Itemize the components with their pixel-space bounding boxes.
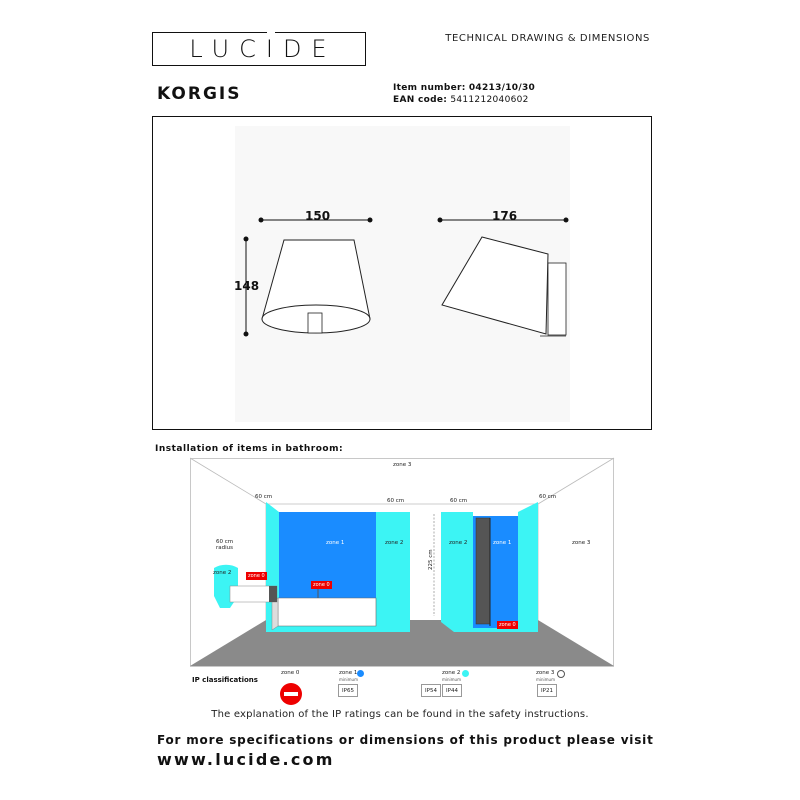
ip-zone2-label: zone 2 <box>442 670 461 676</box>
item-number-line <box>393 83 535 93</box>
ean-label: EAN code: <box>393 95 448 105</box>
right-zone1-label: zone 1 <box>493 540 512 546</box>
ean-line <box>393 95 529 105</box>
ip21-box: IP21 <box>537 684 557 697</box>
zone2-color-dot-icon <box>462 670 469 677</box>
bathroom-zones-illustration <box>190 456 615 670</box>
ip-zone1-label: zone 1 <box>339 670 358 676</box>
ip-explanation-note: The explanation of the IP ratings can be found in the safety instructions. <box>211 709 589 720</box>
ip-classifications-label: IP classifications <box>192 676 258 684</box>
footer-visit-text: For more specifications or dimensions of this product please visit <box>157 733 654 747</box>
dim-60-left: 60 cm <box>255 494 273 500</box>
zone3-right-label: zone 3 <box>572 540 591 546</box>
sink-zone0-badge: zone 0 <box>248 573 265 579</box>
dim-60-right: 60 cm <box>539 494 557 500</box>
radius-dimension: 60 cm <box>216 539 234 545</box>
document-type: TECHNICAL DRAWING & DIMENSIONS <box>445 33 650 44</box>
ip65-box: IP65 <box>338 684 358 697</box>
zone3-top-label: zone 3 <box>393 462 412 468</box>
dim-60-mid1: 60 cm <box>387 498 405 504</box>
ip-zone3-min: minimum <box>536 677 555 682</box>
radius-label: radius <box>216 545 234 551</box>
item-number-value: 04213/10/30 <box>468 83 536 93</box>
bath-zone0-badge: zone 0 <box>313 582 330 588</box>
front-width-value: 150 <box>305 209 331 223</box>
bathroom-title: Installation of items in bathroom: <box>155 444 344 454</box>
footer-website-link[interactable]: www.lucide.com <box>157 750 335 769</box>
item-number-label: Item number: <box>393 83 466 93</box>
left-zone1-label: zone 1 <box>326 540 345 546</box>
ean-value: 5411212040602 <box>450 95 529 105</box>
lamp-drawings <box>152 116 652 430</box>
side-width-value: 176 <box>492 209 518 223</box>
height-225-label: 225 cm <box>428 549 434 570</box>
no-entry-icon <box>279 682 303 706</box>
zone3-color-dot-icon <box>557 670 565 678</box>
ip-zone3-label: zone 3 <box>536 670 555 676</box>
ip44-box: IP44 <box>442 684 462 697</box>
front-view-lamp <box>262 240 370 333</box>
ip-zone0-label: zone 0 <box>281 670 300 676</box>
right-zone2-label: zone 2 <box>449 540 468 546</box>
shower-panel <box>476 518 490 624</box>
product-name: KORGIS <box>157 84 242 104</box>
brand-logo: LUCIDE <box>189 35 337 63</box>
zone1-color-dot-icon <box>357 670 364 677</box>
ip-zone2-min: minimum <box>442 677 461 682</box>
ip54-box: IP54 <box>421 684 441 697</box>
left-zone2-label: zone 2 <box>385 540 404 546</box>
shower-zone0-badge: zone 0 <box>499 622 516 628</box>
sink-cabinet-edge <box>269 586 277 602</box>
ip-zone1-min: minimum <box>339 677 358 682</box>
height-value: 148 <box>234 279 260 293</box>
sink-zone2-label: zone 2 <box>213 570 232 576</box>
dim-60-mid2: 60 cm <box>450 498 468 504</box>
side-view-lamp <box>442 237 566 336</box>
